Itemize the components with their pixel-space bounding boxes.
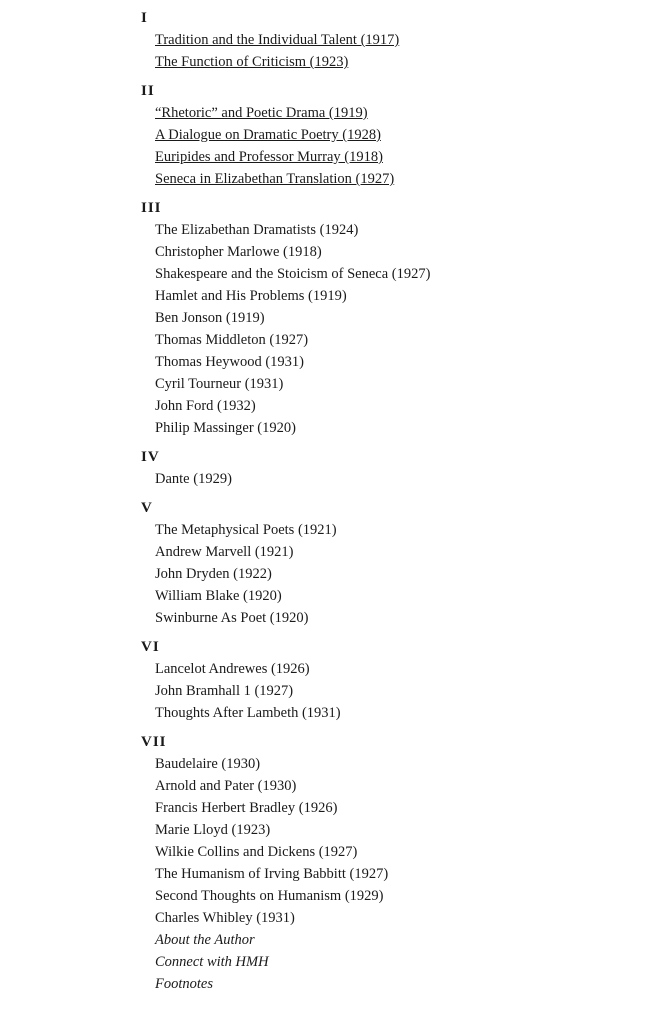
toc-entry: Swinburne As Poet (1920) [155,610,309,626]
toc-section [141,446,641,490]
table-of-contents [141,7,641,1002]
toc-section [141,636,641,724]
toc-entry: About the Author [155,932,255,948]
toc-entry: Ben Jonson (1919) [155,310,265,326]
toc-entry: Wilkie Collins and Dickens (1927) [155,844,358,860]
toc-entry: The Metaphysical Poets (1921) [155,522,337,538]
section-heading: V [141,500,153,516]
toc-section [141,497,641,629]
toc-link[interactable]: The Function of Criticism (1923) [155,54,349,70]
toc-entry: William Blake (1920) [155,588,282,604]
toc-entry: Hamlet and His Problems (1919) [155,288,347,304]
section-heading: IV [141,449,160,465]
toc-entry: John Dryden (1922) [155,566,272,582]
toc-entry: John Ford (1932) [155,398,256,414]
section-heading: I [141,10,148,26]
toc-entry: Christopher Marlowe (1918) [155,244,322,260]
toc-entry: Footnotes [155,976,213,992]
toc-link[interactable]: Seneca in Elizabethan Translation (1927) [155,171,395,187]
toc-entry: Second Thoughts on Humanism (1929) [155,888,384,904]
toc-entry: Baudelaire (1930) [155,756,261,772]
toc-entry: The Elizabethan Dramatists (1924) [155,222,359,238]
toc-entry: Thoughts After Lambeth (1931) [155,705,341,721]
toc-entry: John Bramhall 1 (1927) [155,683,294,699]
toc-link[interactable]: A Dialogue on Dramatic Poetry (1928) [155,127,381,143]
toc-entry: Shakespeare and the Stoicism of Seneca (1927) [155,266,431,282]
toc-section [141,731,641,995]
toc-entry: Lancelot Andrewes (1926) [155,661,310,677]
toc-entry: Dante (1929) [155,471,232,487]
toc-entry: Cyril Tourneur (1931) [155,376,284,392]
toc-section [141,7,641,73]
toc-entry: Francis Herbert Bradley (1926) [155,800,338,816]
toc-section [141,80,641,190]
toc-link[interactable]: Euripides and Professor Murray (1918) [155,149,383,165]
toc-entry: The Humanism of Irving Babbitt (1927) [155,866,389,882]
section-heading: III [141,200,162,216]
toc-entry: Charles Whibley (1931) [155,910,295,926]
toc-section [141,197,641,439]
toc-entry: Thomas Heywood (1931) [155,354,305,370]
toc-entry: Arnold and Pater (1930) [155,778,297,794]
toc-entry: Philip Massinger (1920) [155,420,296,436]
toc-link[interactable]: Tradition and the Individual Talent (1917) [155,32,400,48]
section-heading: VII [141,734,167,750]
toc-entry: Thomas Middleton (1927) [155,332,309,348]
toc-entry: Marie Lloyd (1923) [155,822,271,838]
toc-entry: Andrew Marvell (1921) [155,544,294,560]
toc-link[interactable]: “Rhetoric” and Poetic Drama (1919) [155,105,368,121]
toc-entry: Connect with HMH [155,954,269,970]
section-heading: II [141,83,155,99]
section-heading: VI [141,639,160,655]
